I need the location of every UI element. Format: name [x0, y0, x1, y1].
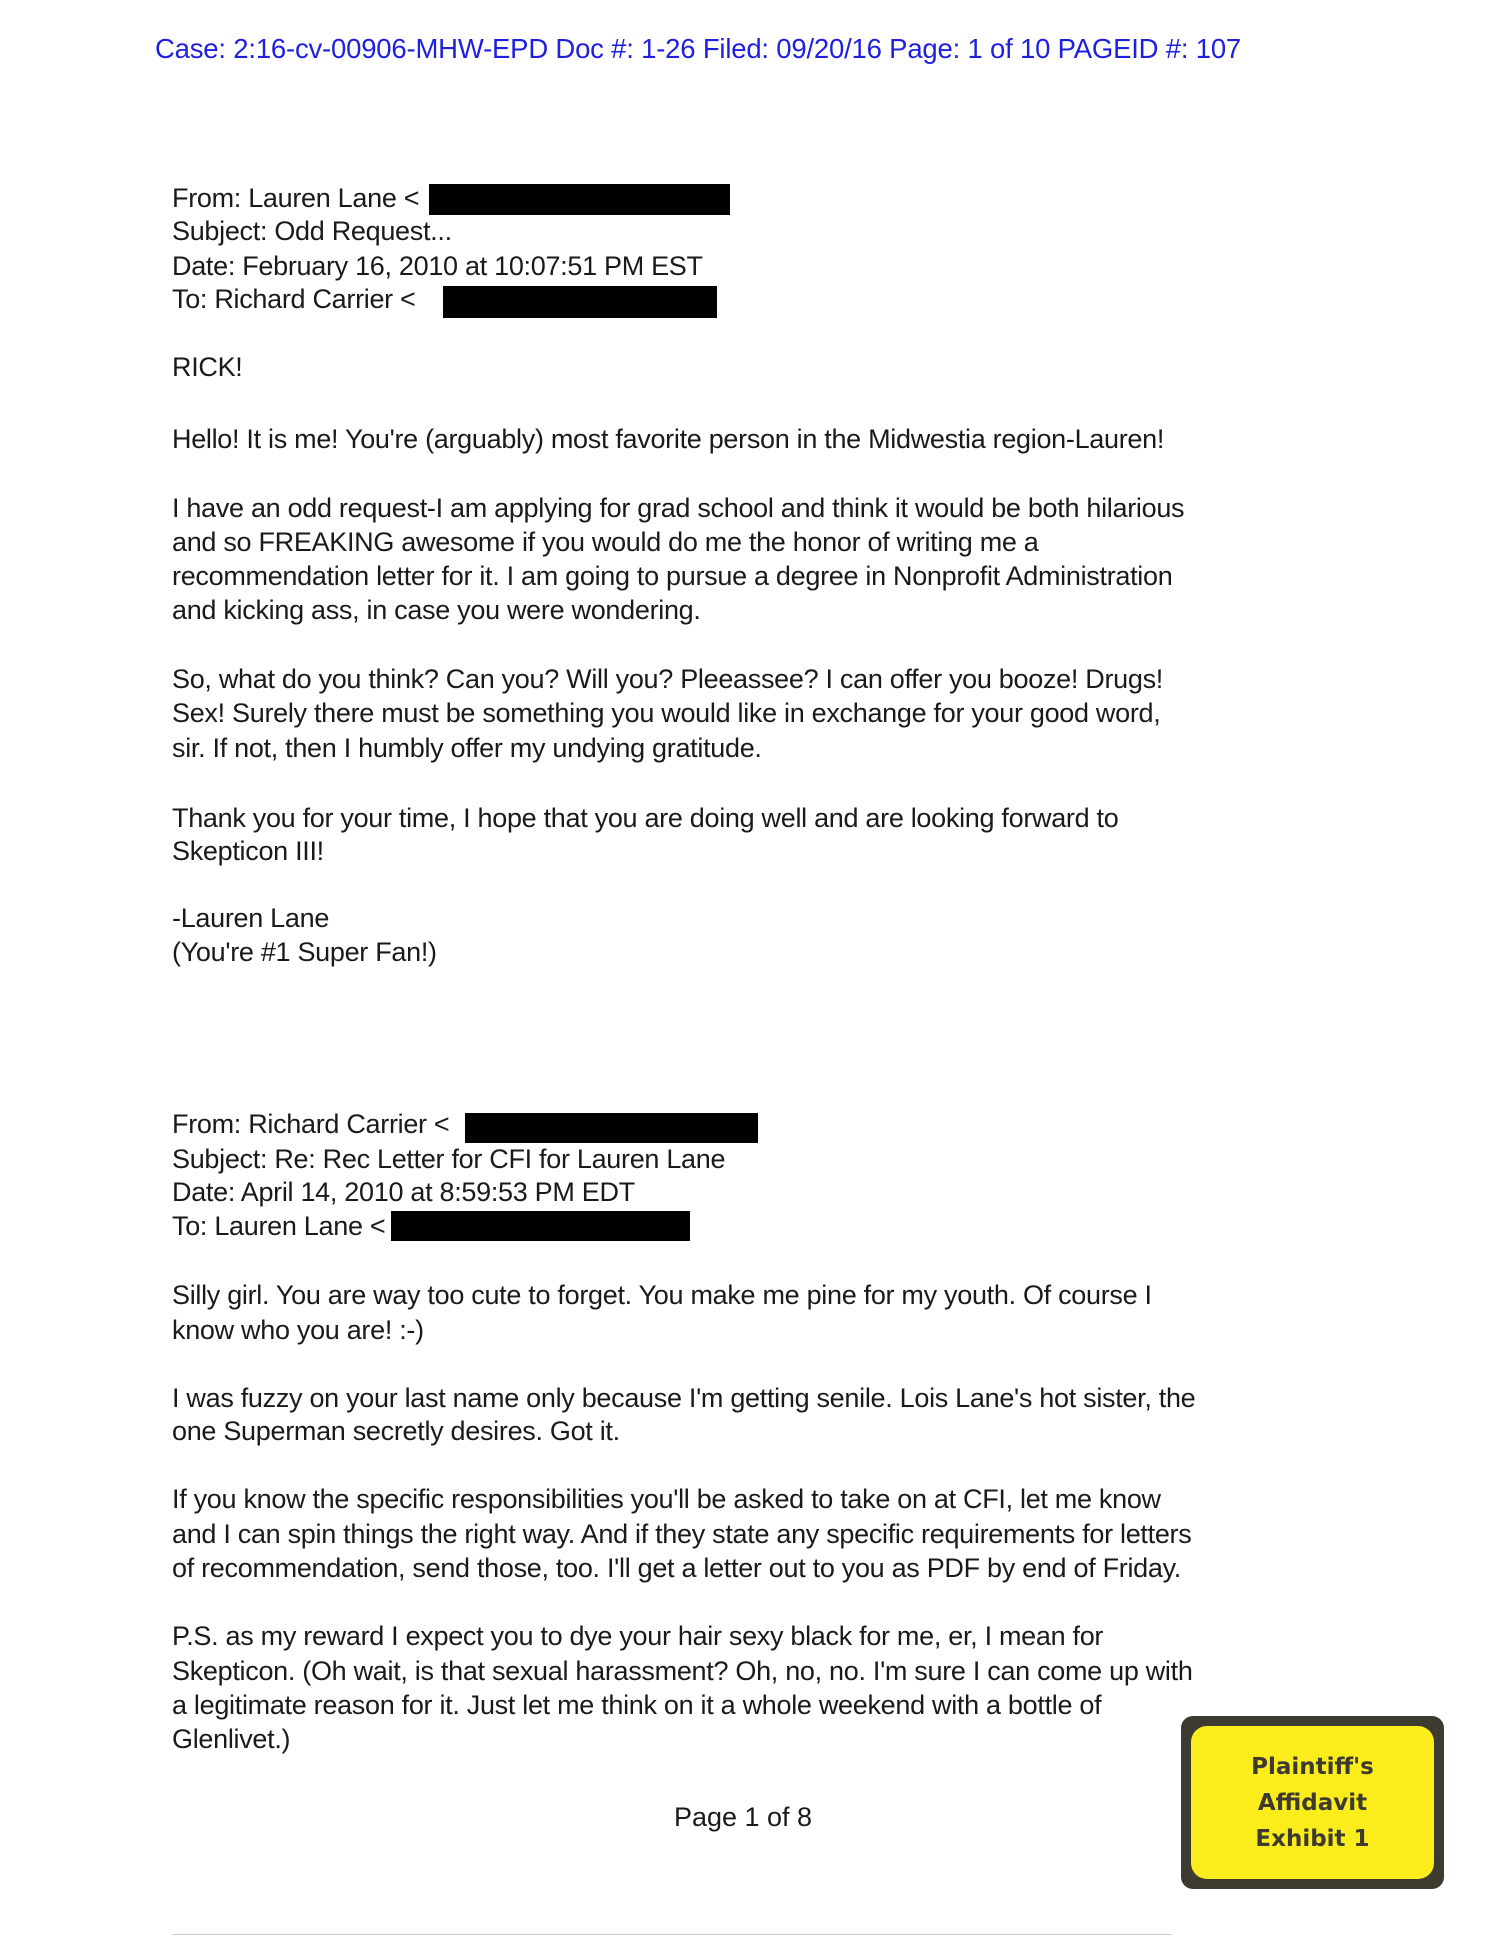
scan-edge-line	[172, 1934, 1172, 1935]
email1-body-line: and so FREAKING awesome if you would do me the honor of writing me a	[172, 527, 1039, 557]
email1-body-line: Hello! It is me! You're (arguably) most favorite person in the Midwestia region-Lauren!	[172, 424, 1165, 454]
email2-body-line: Silly girl. You are way too cute to forget. You make me pine for my youth. Of course I	[172, 1280, 1152, 1310]
email1-body-line: and kicking ass, in case you were wondering.	[172, 595, 701, 625]
email2-from: From: Richard Carrier <	[172, 1109, 450, 1139]
redaction	[465, 1113, 758, 1143]
email1-body-line: Thank you for your time, I hope that you are doing well and are looking forward to	[172, 803, 1119, 833]
sticker-line: Plaintiff's	[1251, 1753, 1374, 1780]
email1-date: Date: February 16, 2010 at 10:07:51 PM EST	[172, 251, 703, 281]
email1-body-line: Sex! Surely there must be something you would like in exchange for your good word,	[172, 698, 1161, 728]
email2-body-line: I was fuzzy on your last name only because I'm getting senile. Lois Lane's hot sister, the	[172, 1383, 1196, 1413]
email2-body-line: P.S. as my reward I expect you to dye your hair sexy black for me, er, I mean for	[172, 1621, 1104, 1651]
email1-body-line: sir. If not, then I humbly offer my undying gratitude.	[172, 733, 762, 763]
email1-from: From: Lauren Lane <	[172, 183, 420, 213]
email2-body-line: and I can spin things the right way. And if they state any specific requirements for letters	[172, 1519, 1192, 1549]
email1-body-line: -Lauren Lane	[172, 903, 330, 933]
sticker-line: Exhibit 1	[1255, 1825, 1370, 1852]
email1-body-line: So, what do you think? Can you? Will you? Pleeassee? I can offer you booze! Drugs!	[172, 664, 1163, 694]
redaction	[391, 1211, 690, 1241]
email2-to: To: Lauren Lane <	[172, 1211, 386, 1241]
email2-body-line: know who you are! :-)	[172, 1315, 424, 1345]
email2-body-line: If you know the specific responsibilities you'll be asked to take on at CFI, let me know	[172, 1484, 1161, 1514]
email2-date: Date: April 14, 2010 at 8:59:53 PM EDT	[172, 1177, 635, 1207]
email1-subject: Subject: Odd Request...	[172, 216, 452, 246]
email1-body-line: RICK!	[172, 352, 243, 382]
email1-body-line: I have an odd request-I am applying for grad school and think it would be both hilarious	[172, 493, 1185, 523]
case-header: Case: 2:16-cv-00906-MHW-EPD Doc #: 1-26 Filed: 09/20/16 Page: 1 of 10 PAGEID #: 107	[155, 33, 1242, 64]
email2-subject: Subject: Re: Rec Letter for CFI for Lauren Lane	[172, 1144, 726, 1174]
email1-body-line: Skepticon III!	[172, 836, 324, 866]
email1-body-line: (You're #1 Super Fan!)	[172, 937, 437, 967]
email2-body-line: Glenlivet.)	[172, 1724, 291, 1754]
email2-body-line: a legitimate reason for it. Just let me think on it a whole weekend with a bottle of	[172, 1690, 1102, 1720]
page-number: Page 1 of 8	[673, 1802, 813, 1832]
email2-body-line: of recommendation, send those, too. I'll get a letter out to you as PDF by end of Friday.	[172, 1553, 1182, 1583]
exhibit-sticker	[1181, 1716, 1444, 1889]
sticker-line: Affidavit	[1257, 1789, 1368, 1816]
email2-body-line: Skepticon. (Oh wait, is that sexual harassment? Oh, no, no. I'm sure I can come up with	[172, 1656, 1193, 1686]
redaction	[443, 286, 717, 318]
redaction	[429, 184, 730, 215]
email1-to: To: Richard Carrier <	[172, 284, 416, 314]
email1-body-line: recommendation letter for it. I am going to pursue a degree in Nonprofit Administration	[172, 561, 1173, 591]
email2-body-line: one Superman secretly desires. Got it.	[172, 1416, 620, 1446]
